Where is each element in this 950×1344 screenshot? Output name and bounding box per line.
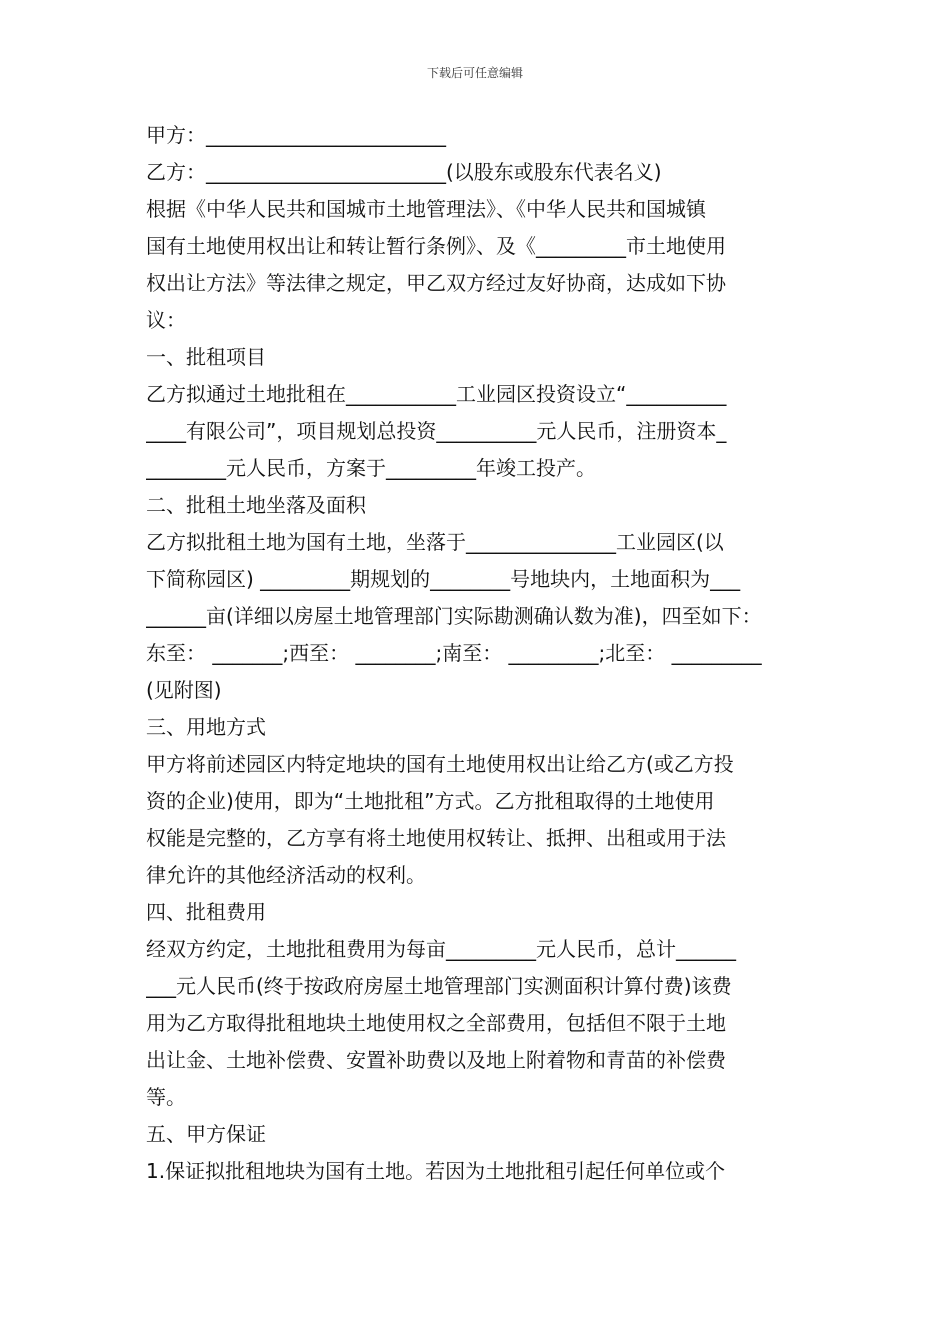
page-header: 下载后可任意编辑 (426, 66, 523, 80)
text-line: 三、用地方式 (146, 715, 266, 739)
text-line: 1.保证拟批租地块为国有土地。若因为土地批租引起任何单位或个 (146, 1159, 726, 1183)
text-line: 甲方：________________________ (146, 123, 446, 147)
text-line: ________元人民币，方案于_________年竣工投产。 (146, 456, 596, 480)
text-line: 国有土地使用权出让和转让暂行条例》、及《_________市土地使用 (146, 234, 726, 258)
text-line: 乙方拟通过土地批租在___________工业园区投资设立“__________ (146, 382, 727, 406)
text-line: 权出让方法》等法律之规定，甲乙双方经过友好协商，达成如下协 (146, 271, 726, 295)
text-line: 乙方拟批租土地为国有土地，坐落于_______________工业园区(以 (146, 530, 724, 554)
text-line: 一、批租项目 (146, 345, 266, 369)
text-line: 二、批租土地坐落及面积 (146, 493, 366, 517)
text-line: 根据《中华人民共和国城市土地管理法》、《中华人民共和国城镇 (146, 197, 706, 221)
text-line: 等。 (146, 1085, 186, 1109)
text-line: 出让金、土地补偿费、安置补助费以及地上附着物和青苗的补偿费 (146, 1048, 726, 1072)
text-line: 五、甲方保证 (146, 1122, 266, 1146)
text-line: 甲方将前述园区内特定地块的国有土地使用权出让给乙方(或乙方投 (146, 752, 734, 776)
text-line: 律允许的其他经济活动的权利。 (146, 863, 426, 887)
text-line: 议： (146, 308, 186, 332)
text-line: 用为乙方取得批租地块土地使用权之全部费用，包括但不限于土地 (146, 1011, 726, 1035)
text-line: ___元人民币(终于按政府房屋土地管理部门实测面积计算付费)该费 (146, 974, 732, 998)
text-line: 经双方约定，土地批租费用为每亩_________元人民币，总计______ (146, 937, 736, 961)
text-line: 东至： _______;西至： ________;南至： _________;北至： _________ (146, 641, 762, 665)
text-line: (见附图) (146, 678, 222, 702)
text-line: 下简称园区) _________期规划的________号地块内，土地面积为___ (146, 567, 741, 591)
text-line: 乙方：________________________(以股东或股东代表名义) (146, 160, 662, 184)
text-line: 四、批租费用 (146, 900, 266, 924)
text-line: 资的企业)使用，即为“土地批租”方式。乙方批租取得的土地使用 (146, 789, 715, 813)
text-line: 权能是完整的，乙方享有将土地使用权转让、抵押、出租或用于法 (146, 826, 726, 850)
text-line: ______亩(详细以房屋土地管理部门实际勘测确认数为准)，四至如下： (146, 604, 762, 628)
document-body (146, 117, 826, 1190)
text-line: ____有限公司”，项目规划总投资__________元人民币，注册资本_ (146, 419, 727, 443)
